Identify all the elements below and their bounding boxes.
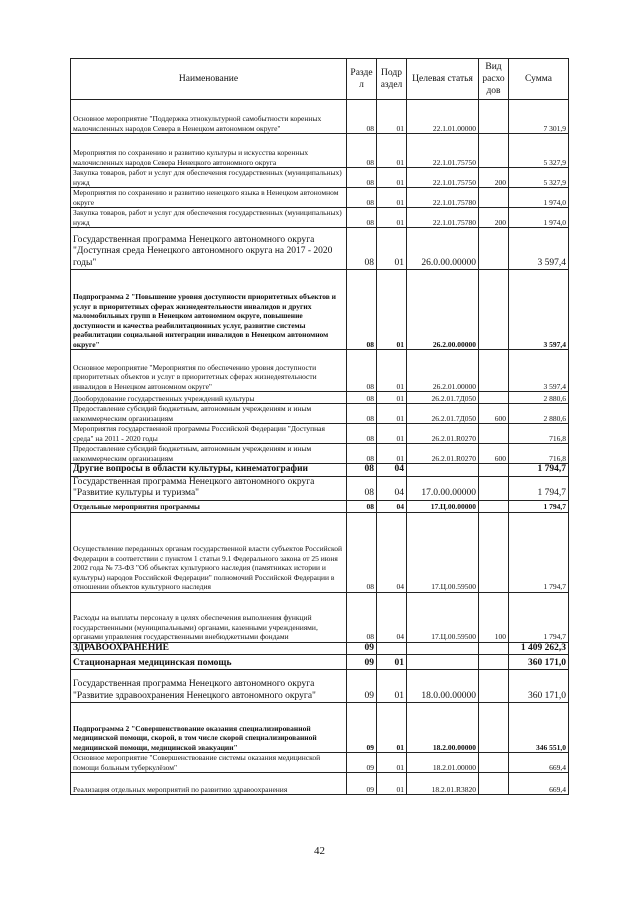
cell-name: Осуществление переданных органам государственной власти субъектов Российской Федерации в соответствии с пунктом 1 статьи 9.1 Федерального закона от 25 июня 2002 года № 73-ФЗ "Об объектах культурного наследия (памятниках истории и культуры) народов Российской Федерации" полномочий Российской Федерации в отношении объектов культурного наследия bbox=[71, 512, 347, 592]
cell-section: 08 bbox=[347, 270, 377, 350]
budget-table-sheet bbox=[70, 58, 568, 795]
cell-type bbox=[479, 228, 509, 270]
cell-target: 17.0.00.00000 bbox=[407, 476, 479, 500]
cell-target: 26.2.01.R0270 bbox=[407, 424, 479, 444]
cell-target: 17.Ц.00.59500 bbox=[407, 592, 479, 642]
cell-subsection: 01 bbox=[377, 392, 407, 404]
cell-name: Мероприятия государственной программы Российской Федерации "Доступная среда" на 2011 - 2020 годы bbox=[71, 424, 347, 444]
cell-name: Другие вопросы в области культуры, кинематографии bbox=[71, 464, 347, 477]
table-row bbox=[71, 404, 569, 424]
table-row bbox=[71, 476, 569, 500]
cell-sum: 1 409 262,3 bbox=[509, 642, 569, 655]
cell-subsection: 04 bbox=[377, 512, 407, 592]
table-row bbox=[71, 424, 569, 444]
cell-type bbox=[479, 270, 509, 350]
cell-section: 09 bbox=[347, 642, 377, 655]
table-row bbox=[71, 168, 569, 188]
cell-name: Основное мероприятие "Совершенствование системы оказания медицинской помощи больным туберкулёзом" bbox=[71, 753, 347, 773]
cell-section: 08 bbox=[347, 100, 377, 134]
cell-type: 100 bbox=[479, 592, 509, 642]
cell-subsection: 01 bbox=[377, 350, 407, 392]
cell-section: 08 bbox=[347, 592, 377, 642]
cell-sum: 2 880,6 bbox=[509, 392, 569, 404]
cell-type: 200 bbox=[479, 208, 509, 228]
cell-target: 22.1.01.00000 bbox=[407, 100, 479, 134]
cell-subsection: 01 bbox=[377, 188, 407, 208]
cell-section: 08 bbox=[347, 228, 377, 270]
cell-name: Закупка товаров, работ и услуг для обеспечения государственных (муниципальных) нужд bbox=[71, 208, 347, 228]
cell-target: 26.2.01.7Д050 bbox=[407, 392, 479, 404]
cell-target: 18.2.01.00000 bbox=[407, 753, 479, 773]
page-number: 42 bbox=[314, 845, 325, 857]
cell-section: 09 bbox=[347, 655, 377, 670]
cell-type bbox=[479, 773, 509, 795]
cell-target: 18.2.00.00000 bbox=[407, 703, 479, 753]
table-row bbox=[71, 753, 569, 773]
cell-sum: 360 171,0 bbox=[509, 670, 569, 703]
cell-sum: 2 880,6 bbox=[509, 404, 569, 424]
cell-subsection: 01 bbox=[377, 670, 407, 703]
cell-sum: 360 171,0 bbox=[509, 655, 569, 670]
table-row bbox=[71, 392, 569, 404]
cell-type bbox=[479, 655, 509, 670]
cell-target bbox=[407, 464, 479, 477]
cell-target: 26.2.00.00000 bbox=[407, 270, 479, 350]
table-row bbox=[71, 500, 569, 512]
cell-type bbox=[479, 703, 509, 753]
table-row bbox=[71, 655, 569, 670]
cell-name: Основное мероприятие "Мероприятия по обеспечению уровня доступности приоритетных объектов и услуг в приоритетных сферах жизнедеятельности инвалидов в Ненецком автономном округе" bbox=[71, 350, 347, 392]
table-row bbox=[71, 228, 569, 270]
table-row bbox=[71, 512, 569, 592]
cell-type bbox=[479, 188, 509, 208]
cell-name: Мероприятия по сохранению и развитию культуры и искусства коренных малочисленных народов Севера Ненецкого автономного округа bbox=[71, 134, 347, 168]
cell-sum: 669,4 bbox=[509, 753, 569, 773]
header-subsection: Подр аздел bbox=[377, 59, 407, 100]
cell-name: Предоставление субсидий бюджетным, автономным учреждениям и иным некоммерческим организациям bbox=[71, 404, 347, 424]
cell-type bbox=[479, 350, 509, 392]
table-row bbox=[71, 350, 569, 392]
cell-type bbox=[479, 476, 509, 500]
cell-target: 26.0.00.00000 bbox=[407, 228, 479, 270]
cell-name: Стационарная медицинская помощь bbox=[71, 655, 347, 670]
cell-name: Государственная программа Ненецкого автономного округа "Развитие культуры и туризма" bbox=[71, 476, 347, 500]
table-header-row bbox=[71, 59, 569, 100]
cell-section: 08 bbox=[347, 476, 377, 500]
cell-section: 09 bbox=[347, 670, 377, 703]
cell-section: 08 bbox=[347, 208, 377, 228]
cell-target: 17.Ц.00.59500 bbox=[407, 512, 479, 592]
cell-sum: 5 327,9 bbox=[509, 168, 569, 188]
cell-target: 18.2.01.R3820 bbox=[407, 773, 479, 795]
cell-sum: 669,4 bbox=[509, 773, 569, 795]
cell-name: Отдельные мероприятия программы bbox=[71, 500, 347, 512]
cell-type bbox=[479, 642, 509, 655]
cell-subsection: 04 bbox=[377, 500, 407, 512]
cell-section: 08 bbox=[347, 168, 377, 188]
cell-section: 09 bbox=[347, 773, 377, 795]
cell-target: 26.2.01.00000 bbox=[407, 350, 479, 392]
cell-subsection: 01 bbox=[377, 404, 407, 424]
cell-sum: 5 327,9 bbox=[509, 134, 569, 168]
cell-type: 600 bbox=[479, 444, 509, 464]
cell-type bbox=[479, 500, 509, 512]
cell-subsection: 04 bbox=[377, 464, 407, 477]
cell-type bbox=[479, 670, 509, 703]
cell-subsection: 04 bbox=[377, 592, 407, 642]
cell-subsection: 01 bbox=[377, 753, 407, 773]
table-row bbox=[71, 703, 569, 753]
header-sum: Сумма bbox=[509, 59, 569, 100]
cell-subsection bbox=[377, 642, 407, 655]
cell-type bbox=[479, 392, 509, 404]
cell-subsection: 01 bbox=[377, 208, 407, 228]
cell-type bbox=[479, 424, 509, 444]
cell-subsection: 04 bbox=[377, 476, 407, 500]
cell-subsection: 01 bbox=[377, 270, 407, 350]
cell-type bbox=[479, 464, 509, 477]
cell-sum: 346 551,0 bbox=[509, 703, 569, 753]
cell-section: 08 bbox=[347, 424, 377, 444]
cell-name: Предоставление субсидий бюджетным, автономным учреждениям и иным некоммерческим организациям bbox=[71, 444, 347, 464]
cell-sum: 1 794,7 bbox=[509, 592, 569, 642]
cell-subsection: 01 bbox=[377, 655, 407, 670]
cell-sum: 3 597,4 bbox=[509, 228, 569, 270]
cell-section: 08 bbox=[347, 404, 377, 424]
table-row bbox=[71, 134, 569, 168]
cell-sum: 1 974,0 bbox=[509, 188, 569, 208]
cell-target: 22.1.01.75750 bbox=[407, 168, 479, 188]
cell-target: 26.2.01.7Д050 bbox=[407, 404, 479, 424]
cell-sum: 3 597,4 bbox=[509, 350, 569, 392]
cell-sum: 3 597,4 bbox=[509, 270, 569, 350]
cell-name: ЗДРАВООХРАНЕНИЕ bbox=[71, 642, 347, 655]
cell-section: 08 bbox=[347, 134, 377, 168]
header-name: Наименование bbox=[71, 59, 347, 100]
header-type: Вид расхо дов bbox=[479, 59, 509, 100]
table-row bbox=[71, 444, 569, 464]
cell-type bbox=[479, 134, 509, 168]
cell-name: Расходы на выплаты персоналу в целях обеспечения выполнения функций государственными (муниципальными) органами, казенными учреждениями, органами управления государственными внебюджетными фондами bbox=[71, 592, 347, 642]
cell-sum: 716,8 bbox=[509, 424, 569, 444]
header-section: Разде л bbox=[347, 59, 377, 100]
cell-section: 09 bbox=[347, 753, 377, 773]
cell-subsection: 01 bbox=[377, 773, 407, 795]
cell-name: Мероприятия по сохранению и развитию ненецкого языка в Ненецком автономном округе bbox=[71, 188, 347, 208]
cell-name: Подпрограмма 2 "Повышение уровня доступности приоритетных объектов и услуг в приоритетных сферах жизнедеятельности инвалидов и других маломобильных групп в Ненецком автономном округе, повышение доступности и качества реабилитационных услуг, развитие системы реабилитации социальной интеграции инвалидов в Ненецком автономном округе" bbox=[71, 270, 347, 350]
table-row bbox=[71, 670, 569, 703]
cell-section: 08 bbox=[347, 500, 377, 512]
cell-name: Подпрограмма 2 "Совершенствование оказания специализированной медицинской помощи, скорой, в том числе скорой специализированной медицинской помощи, медицинской эвакуации" bbox=[71, 703, 347, 753]
table-row bbox=[71, 188, 569, 208]
cell-type: 600 bbox=[479, 404, 509, 424]
table-row bbox=[71, 100, 569, 134]
cell-section: 08 bbox=[347, 512, 377, 592]
cell-name: Дооборудование государственных учреждений культуры bbox=[71, 392, 347, 404]
cell-sum: 7 301,9 bbox=[509, 100, 569, 134]
cell-section: 08 bbox=[347, 444, 377, 464]
cell-target: 22.1.01.75780 bbox=[407, 208, 479, 228]
cell-subsection: 01 bbox=[377, 444, 407, 464]
cell-subsection: 01 bbox=[377, 424, 407, 444]
cell-subsection: 01 bbox=[377, 168, 407, 188]
table-row bbox=[71, 773, 569, 795]
table-row bbox=[71, 592, 569, 642]
cell-subsection: 01 bbox=[377, 134, 407, 168]
cell-name: Реализация отдельных мероприятий по развитию здравоохранения bbox=[71, 773, 347, 795]
header-target: Целевая статья bbox=[407, 59, 479, 100]
cell-target bbox=[407, 642, 479, 655]
cell-target: 22.1.01.75750 bbox=[407, 134, 479, 168]
cell-type: 200 bbox=[479, 168, 509, 188]
cell-target: 17.Ц.00.00000 bbox=[407, 500, 479, 512]
cell-name: Государственная программа Ненецкого автономного округа "Развитие здравоохранения Ненецкого автономного округа" bbox=[71, 670, 347, 703]
cell-subsection: 01 bbox=[377, 703, 407, 753]
cell-sum: 716,8 bbox=[509, 444, 569, 464]
cell-type bbox=[479, 753, 509, 773]
cell-sum: 1 794,7 bbox=[509, 500, 569, 512]
table-row bbox=[71, 208, 569, 228]
cell-section: 08 bbox=[347, 464, 377, 477]
cell-sum: 1 794,7 bbox=[509, 464, 569, 477]
cell-target: 26.2.01.R0270 bbox=[407, 444, 479, 464]
cell-subsection: 01 bbox=[377, 228, 407, 270]
cell-type bbox=[479, 100, 509, 134]
cell-section: 08 bbox=[347, 188, 377, 208]
table-row bbox=[71, 270, 569, 350]
cell-target: 18.0.00.00000 bbox=[407, 670, 479, 703]
cell-type bbox=[479, 512, 509, 592]
table-row bbox=[71, 642, 569, 655]
cell-section: 08 bbox=[347, 392, 377, 404]
cell-sum: 1 794,7 bbox=[509, 476, 569, 500]
cell-sum: 1 794,7 bbox=[509, 512, 569, 592]
cell-section: 09 bbox=[347, 703, 377, 753]
cell-sum: 1 974,0 bbox=[509, 208, 569, 228]
cell-subsection: 01 bbox=[377, 100, 407, 134]
cell-name: Государственная программа Ненецкого автономного округа "Доступная среда Ненецкого автономного округа на 2017 - 2020 годы" bbox=[71, 228, 347, 270]
cell-target bbox=[407, 655, 479, 670]
cell-section: 08 bbox=[347, 350, 377, 392]
cell-target: 22.1.01.75780 bbox=[407, 188, 479, 208]
table-row bbox=[71, 464, 569, 477]
cell-name: Закупка товаров, работ и услуг для обеспечения государственных (муниципальных) нужд bbox=[71, 168, 347, 188]
budget-table bbox=[70, 58, 569, 795]
cell-name: Основное мероприятие "Поддержка этнокультурной самобытности коренных малочисленных народов Севера в Ненецком автономном округе" bbox=[71, 100, 347, 134]
